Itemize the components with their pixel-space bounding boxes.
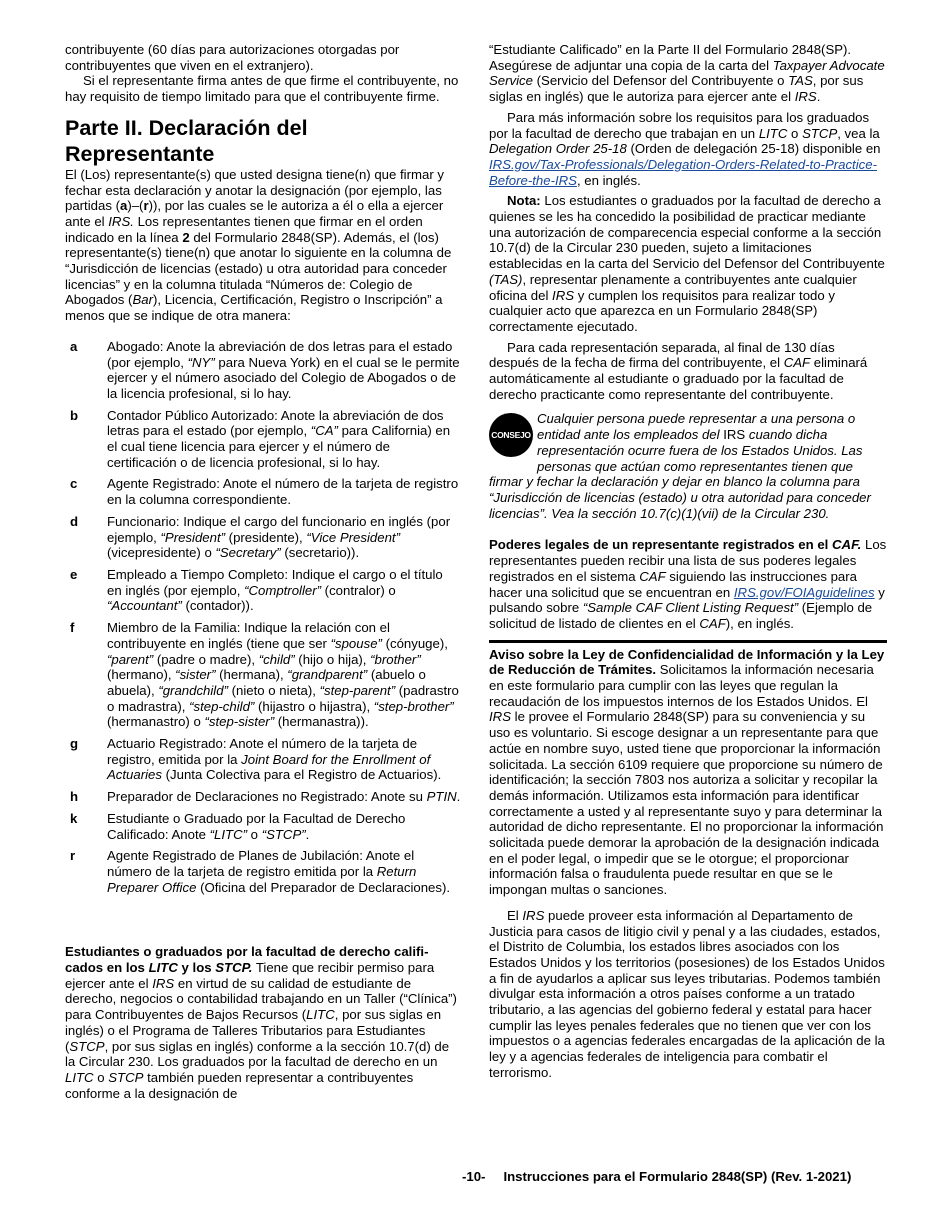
item-text: Miembro de la Familia: Indique la relación con el contribuyente en inglés (tiene que ser “spouse” (cónyuge), “parent” (padre o madre), “child” (hijo o hija), “brother” (hermano), “sister” (hermana), “grandparent” (abuelo o abuela), “grandchild” (nieto o nieta), “step-parent” (padrastro o madrastra), “step-child” (hijastro o hijastra), “step-brother” (hermanastro) o “step-sister” (hermanastra)). [107,620,459,730]
designation-item [70,848,461,895]
designation-item [70,789,461,805]
item-text: Contador Público Autorizado: Anote la abreviación de dos letras para el estado (por ejemplo, “CA” para California) en el cual tiene licencia para ejercer y el número de certificación o de licencia profesional, si lo hay. [107,407,451,470]
consejo-tip-icon: CONSEJO [489,413,533,457]
item-text: Actuario Registrado: Anote el número de la tarjeta de registro, emitida por la Joint Board for the Enrollment of Actuaries (Junta Colectiva para el Registro de Actuarios). [107,736,442,783]
designation-item [70,408,461,471]
paragraph: Poderes legales de un representante registrados en el CAF. Los representantes pueden recibir una lista de sus poderes legales registrados en el sistema CAF siguiendo las instrucciones para hacer una solicitud que se encuentran en IRS.gov/FOIAguidelines y pulsando sobre “Sample CAF Client Listing Request” (Ejemplo de solicitud de listado de clientes en el CAF), en inglés. [489,537,887,631]
designation-list [65,339,461,896]
page-number: -10- [462,1169,486,1184]
item-letter: d [70,513,79,529]
item-letter: k [70,810,78,826]
foia-guidelines-link[interactable]: IRS.gov/FOIAguidelines [733,584,875,600]
paragraph: Si el representante firma antes de que firme el contribuyente, no hay requisito de tiempo limitado para que el contribuyente firme. [65,73,459,105]
designation-item [70,620,461,730]
right-column [489,42,887,1081]
note-paragraph: Nota: Los estudiantes o graduados por la facultad de derecho a quienes se les ha concedido la posibilidad de practicar mediante una autorización de comparecencia especial conforme a la sección 10.7(d) de la Circular 230 pueden, sujeto a limitaciones establecidas en la carta del Servicio del Defensor del Contribuyente (TAS), representar plenamente a contribuyentes ante cualquier oficina del IRS y cumplen los requisitos para realizar todo y cualquier acto que aparezca en un Formulario 2848(SP) correctamente ejecutado. [489,193,885,334]
paragraph: Aviso sobre la Ley de Confidencialidad de Información y la Ley de Reducción de Trámites. Solicitamos la información necesaria en este formulario para cumplir con las leyes que regulan la recaudación de los impuestos internos de los Estados Unidos. El IRS le provee el Formulario 2848(SP) para su conveniencia y su uso es voluntario. Si escoge designar a un representante para que actúe en nombre suyo, usted tiene que proporcionar la información solicitada. La sección 6109 requiere que proporcione su número de identificación; la sección 7803 nos autoriza a solicitar y recopilar la demás información. Utilizamos esta información para identificar correctamente a usted y al representante suyo y para determinar la autoridad de dicho representante. El no proporcionar la información solicitada puede demorar la aprobación de la designación indicada en el poder legal, o impedir que se le otorgue; el proporcionar información falsa o fraudulenta puede resultar en que se le impongan multas o sanciones. [489,646,885,898]
paragraph: El IRS puede proveer esta información al Departamento de Justicia para casos de litigio civil y penal y a las ciudades, estados, el Distrito de Columbia, los estados libres asociados con los Estados Unidos y los territorios (posesiones) de los Estados Unidos a fin de ayudarlos a aplicar sus leyes tributarias. Podemos también divulgar esta información a otros países conforme a un tratado tributario, a las agencias del gobierno federal y estatal para hacer cumplir las leyes penales federales que no tienen que ver con los impuestos o a agencias federales encargadas de la aplicación de la ley y a agencias federales de inteligencia para combatir el terrorismo. [489,907,885,1080]
delegation-order-link[interactable]: IRS.gov/Tax-Professionals/Delegation-Orders-Related-to-Practice-Before-the-IRS [489,156,877,188]
paragraph: Para más información sobre los requisitos para los graduados por la facultad de derecho que trabajan en un LITC o STCP, vea la Delegation Order 25-18 (Orden de delegación 25-18) disponible en IRS.gov/Tax-Professionals/Delegation-Orders-Related-to-Practice-Before-the-IRS, en inglés. [489,109,881,188]
paragraph: contribuyente (60 días para autorizaciones otorgadas por contribuyentes que viven en el extranjero). [65,42,400,73]
tip-text: Cualquier persona puede representar a una persona o entidad ante los empleados del IRS cuando dicha representación ocurre fuera de los Estados Unidos. Las personas que actúan como representantes tienen que firmar y fechar la declaración y dejar en blanco la columna para “Jurisdicción de licencias (estado) u otra autoridad para conceder licencias”. Vea la sección 10.7(c)(1)(vii) de la Circular 230. [489,411,871,521]
paragraph: Para cada representación separada, al final de 130 días después de la fecha de firma del contribuyente, el CAF eliminará automáticamente al estudiante o graduado por la facultad de derecho practicante como representante del contribuyente. [489,339,868,402]
designation-item [70,339,461,402]
paragraph: “Estudiante Calificado” en la Parte II del Formulario 2848(SP). Asegúrese de adjuntar una copia de la carta del Taxpayer Advocate Service (Servicio del Defensor del Contribuyente o TAS, por sus siglas en inglés) que le autoriza para ejercer ante el IRS. [489,42,885,105]
item-letter: h [70,789,79,805]
item-letter: r [70,848,76,864]
designation-item [70,567,461,614]
item-text: Abogado: Anote la abreviación de dos letras para el estado (por ejemplo, “NY” para Nueva York) en el cual se le permite ejercer y el número asociado del Colegio de Abogados o de la licencia profesional, si lo hay. [107,338,460,401]
item-text: Agente Registrado de Planes de Jubilación: Anote el número de la tarjeta de registro emitida por la Return Preparer Office (Oficina del Preparador de Declaraciones). [107,848,451,895]
item-letter: g [70,736,79,752]
item-letter: b [70,407,79,423]
item-text: Empleado a Tiempo Completo: Indique el cargo o el título en inglés (por ejemplo, “Comptroller” (contralor) o “Accountant” (contador)). [107,566,443,614]
item-letter: c [70,476,78,492]
item-letter: a [70,338,78,354]
item-text: Agente Registrado: Anote el número de la tarjeta de registro en la columna correspondiente. [107,476,459,508]
footer-title: Instrucciones para el Formulario 2848(SP) (Rev. 1-2021) [503,1169,852,1184]
page-footer [462,1169,851,1185]
tip-box [489,411,887,521]
item-text: Funcionario: Indique el cargo del funcionario en inglés (por ejemplo, “President” (presidente), “Vice President” (vicepresidente) o “Secretary” (secretario)). [107,513,451,561]
designation-item [70,514,461,561]
designation-item [70,736,461,783]
section-heading: Parte II. Declaración del Representante [65,115,308,166]
divider [489,640,887,643]
left-column [65,42,461,1101]
item-letter: f [70,620,75,636]
designation-item [70,476,461,507]
designation-item [70,811,461,842]
item-text: Estudiante o Graduado por la Facultad de Derecho Calificado: Anote “LITC” o “STCP”. [107,810,406,842]
paragraph: Estudiantes o graduados por la facultad de derecho calificados en los LITC y los STCP. Tiene que recibir permiso para ejercer ante el IRS en virtud de su calidad de estudiante de derecho, negocios o contabilidad trabajando en un Taller (“Clínica”) para Contribuyentes de Bajos Recursos (LITC, por sus siglas en inglés) o el Programa de Talleres Tributarios para Estudiantes (STCP, por sus siglas en inglés) conforme a la sección 10.7(d) de la Circular 230. Los graduados por la facultad de derecho en un LITC o STCP también pueden representar a contribuyentes conforme a la designación de [65,944,457,1101]
item-text: Preparador de Declaraciones no Registrado: Anote su PTIN. [107,789,461,805]
paragraph: El (Los) representante(s) que usted designa tiene(n) que firmar y fechar esta declaración y anotar la designación (por ejemplo, las partidas (a)–(r)), por las cuales se le autoriza a él o ella a ejercer ante el IRS. Los representantes tienen que firmar en el orden indicado en la línea 2 del Formulario 2848(SP). Además, el (los) representante(s) tiene(n) que anotar lo siguiente en la columna de “Jurisdicción de licencias (estado) u otra autoridad para conceder licencias” y en la columna titulada “Números de: Colegio de Abogados (Bar), Licencia, Certificación, Registro o Inscripción” a menos que se indique de otra manera: [65,166,452,324]
item-letter: e [70,566,78,582]
